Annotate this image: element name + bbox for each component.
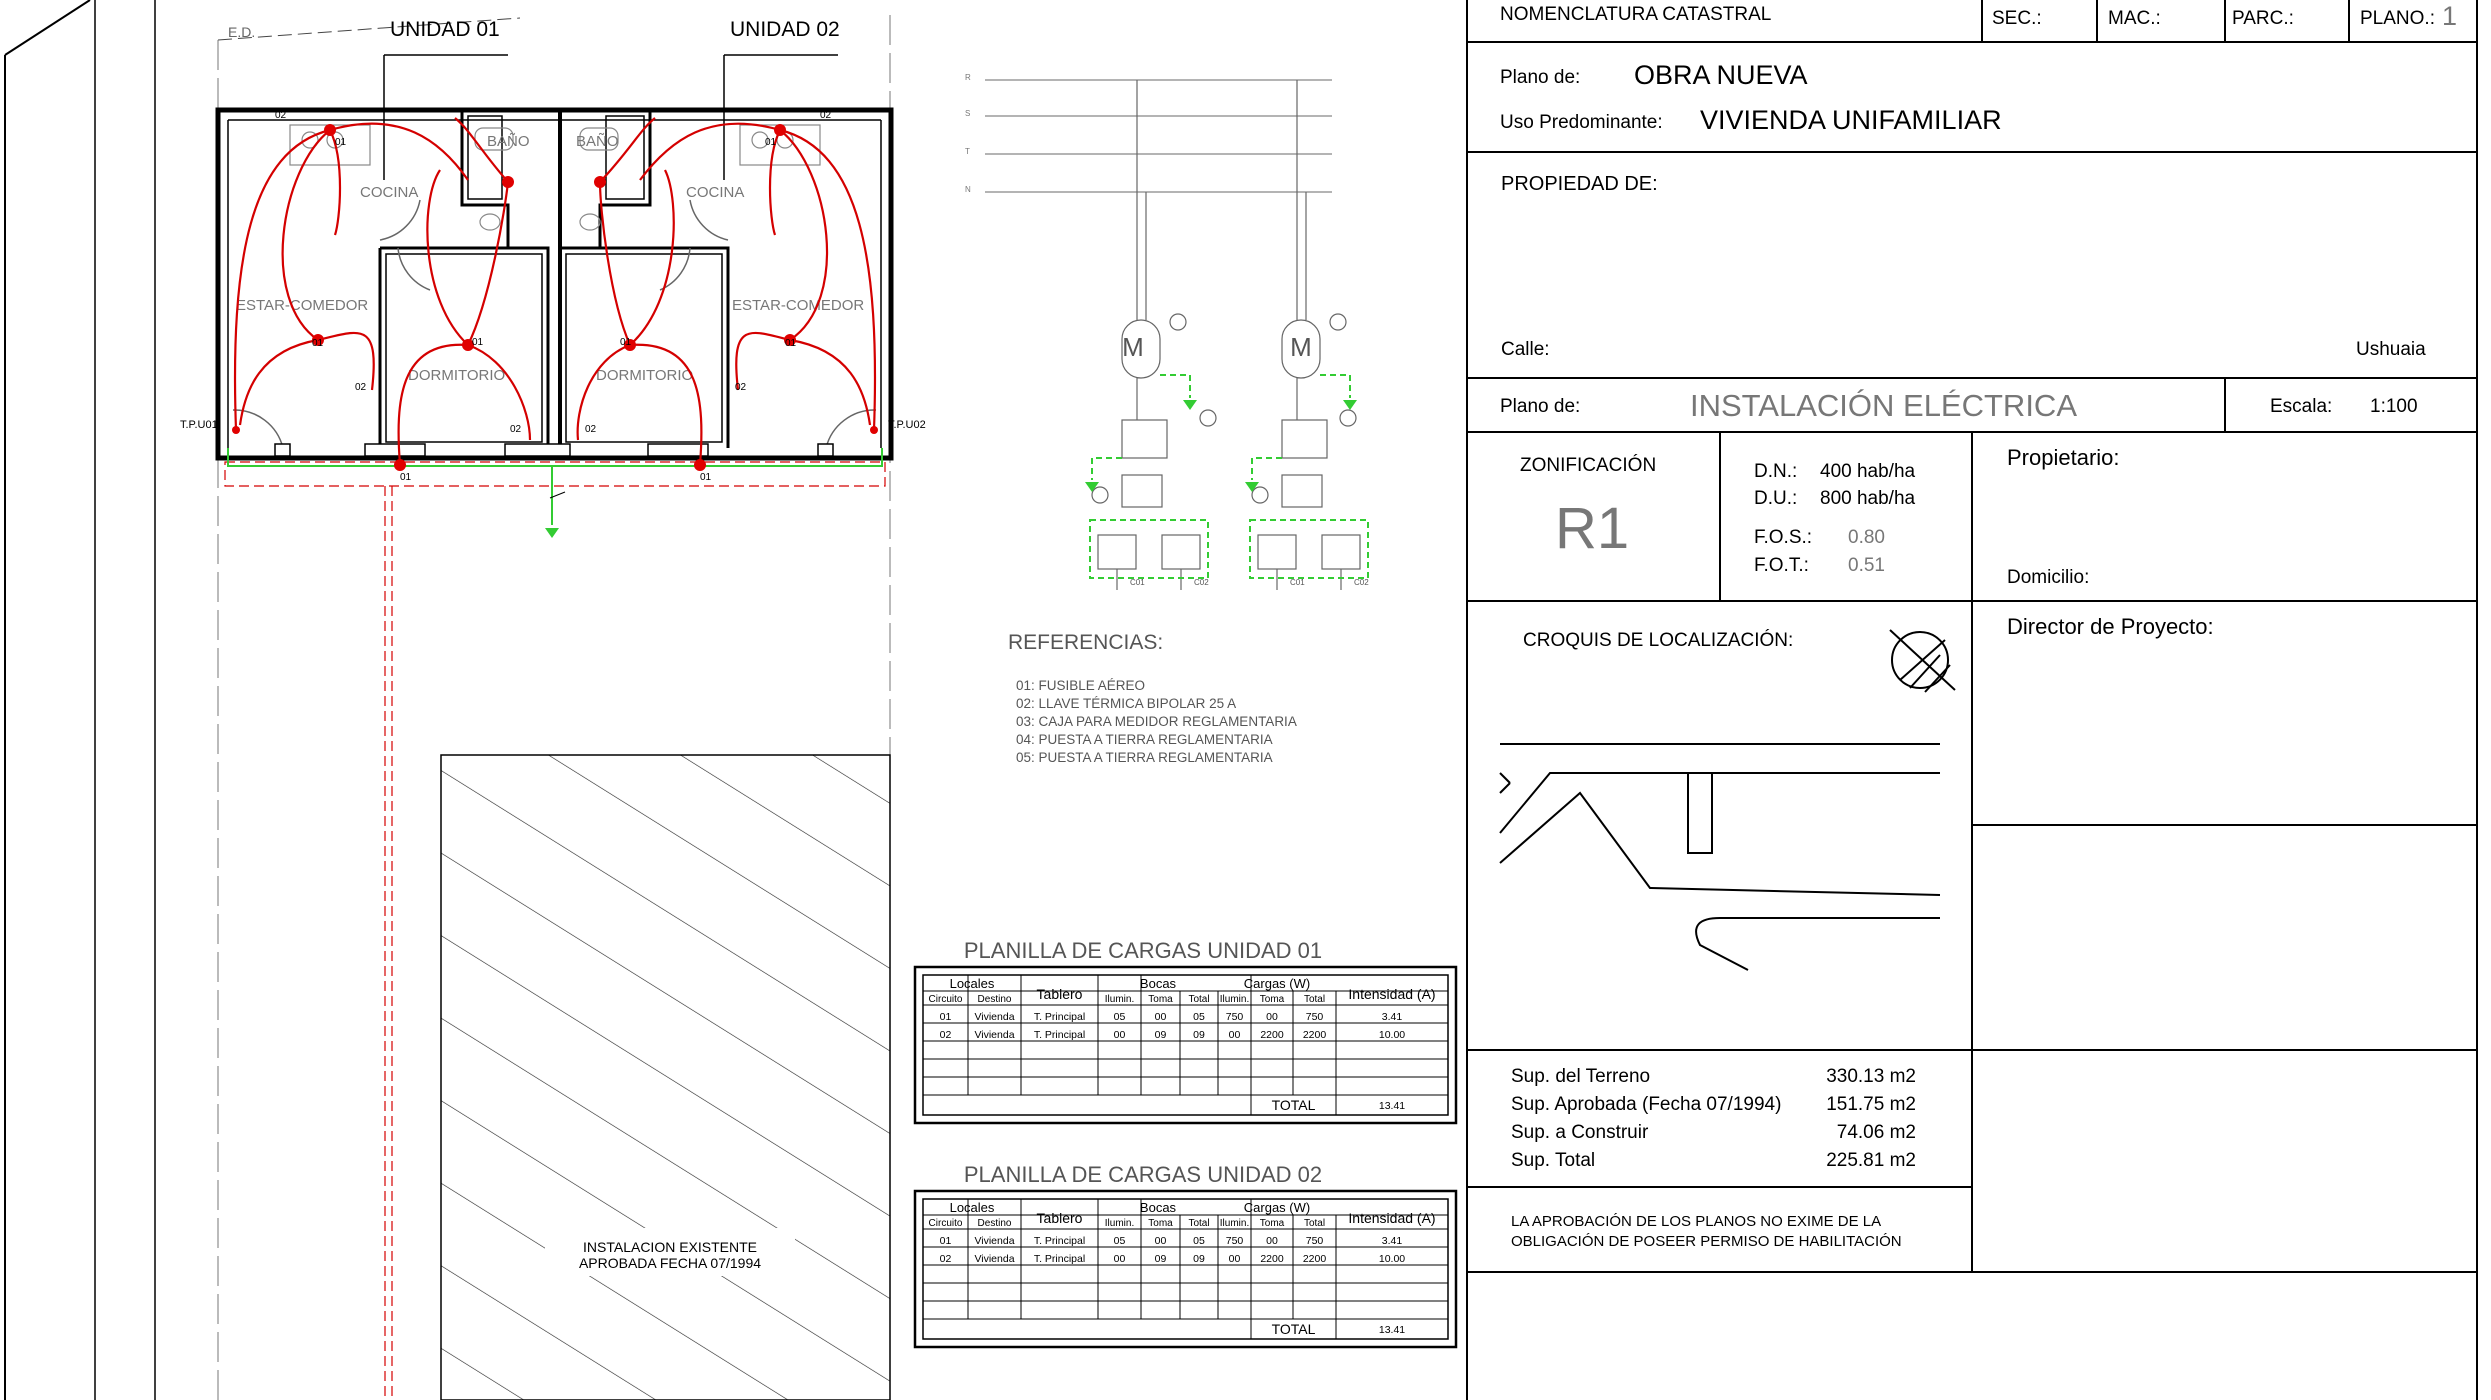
table-cell: 00 [1266,1011,1278,1023]
header-bocas: Bocas [1139,1200,1177,1215]
sup-value: 225.81 m2 [1826,1150,1916,1171]
director-label: Director de Proyecto: [2007,614,2214,639]
fot-label: F.O.T.: [1754,555,1809,576]
circuit-label: 02 [275,110,287,121]
header-tablero: Tablero [1036,1210,1083,1226]
circuit-label: 01 [785,338,797,349]
header-intensidad: Intensidad (A) [1348,986,1436,1002]
header-toma: Toma [1259,1218,1285,1229]
table-cell: T. Principal [1033,1235,1086,1247]
table-cell: T. Principal [1033,1011,1086,1023]
domicilio-label: Domicilio: [2007,567,2090,588]
table-cell: 05 [1193,1235,1205,1247]
table-cell: 750 [1305,1011,1324,1023]
tpu-left-label: T.P.U01 [180,419,218,431]
escala-value: 1:100 [2370,396,2418,417]
phase-label: R [965,73,971,82]
existing-installation-line2: APROBADA FECHA 07/1994 [578,1255,762,1271]
table-cell: 00 [1266,1235,1278,1247]
circuit-label: 01 [765,137,777,148]
meter-symbol: M [1122,332,1144,362]
circuit-tag: C01 [1290,578,1305,587]
du-value: 800 hab/ha [1820,488,1916,509]
table-cell: 750 [1225,1235,1244,1247]
table-cell: 2200 [1302,1029,1327,1041]
reference-item: 03: CAJA PARA MEDIDOR REGLAMENTARIA [1016,714,1297,729]
plano-label: PLANO.: [2360,8,2435,29]
load-tables [915,938,1456,1347]
header-total: Total [1303,1218,1326,1229]
header-toma: Toma [1259,994,1285,1005]
header-toma: Toma [1148,994,1173,1005]
sup-value: 74.06 m2 [1836,1122,1916,1143]
circuit-label: 02 [585,424,597,435]
floor-plan [180,15,926,1400]
header-ilumin: Ilumin. [1219,1218,1250,1229]
references-legend [1008,631,1297,765]
header-ilumin: Ilumin. [1104,1218,1135,1229]
table-cell: 3.41 [1381,1011,1403,1023]
room-bano-1: BAÑO [487,133,530,150]
table-cell: T. Principal [1033,1029,1086,1041]
total-label: TOTAL [1271,1321,1316,1337]
table-cell: 05 [1193,1011,1205,1023]
circuit-label: 01 [700,472,712,483]
room-cocina-1: COCINA [360,184,419,201]
circuit-label: 01 [400,472,412,483]
sup-label: Sup. a Construir [1511,1122,1649,1143]
sup-label: Sup. Total [1511,1150,1596,1171]
note-line1: LA APROBACIÓN DE LOS PLANOS NO EXIME DE LA [1511,1213,1882,1230]
phase-label: N [965,185,971,194]
circuit-tag: C02 [1194,578,1209,587]
table-cell: 00 [1113,1253,1126,1265]
circuit-label: 02 [735,382,747,393]
table-cell: Vivienda [974,1029,1015,1041]
circuit-label: 01 [335,137,347,148]
uso-value: VIVIENDA UNIFAMILIAR [1700,105,2002,135]
references-title: REFERENCIAS: [1008,631,1164,654]
nomenclatura-label: NOMENCLATURA CATASTRAL [1500,4,1772,25]
header-total: Total [1188,1218,1210,1229]
table-cell: 00 [1113,1029,1126,1041]
note-line2: OBLIGACIÓN DE POSEER PERMISO DE HABILITACIÓN [1511,1233,1902,1250]
header-circuito: Circuito [928,1218,963,1229]
croquis-label: CROQUIS DE LOCALIZACIÓN: [1523,630,1794,651]
room-dormitorio-2: DORMITORIO [596,367,694,384]
circuit-tag: C01 [1130,578,1145,587]
plano-de2-label: Plano de: [1500,396,1581,417]
parc-label: PARC.: [2232,8,2294,29]
sup-value: 151.75 m2 [1826,1094,1916,1115]
table-cell: Vivienda [974,1235,1015,1247]
phase-label: S [965,109,971,118]
plano-de-value: OBRA NUEVA [1634,60,1808,90]
header-tablero: Tablero [1036,986,1083,1002]
room-dormitorio-1: DORMITORIO [408,367,506,384]
propietario-label: Propietario: [2007,445,2120,470]
reference-item: 01: FUSIBLE AÉREO [1016,678,1146,693]
fot-value: 0.51 [1848,555,1885,576]
title-block [1467,0,2477,1400]
dn-value: 400 hab/ha [1820,461,1916,482]
table-cell: 09 [1193,1253,1205,1265]
header-intensidad: Intensidad (A) [1348,1210,1436,1226]
table-cell: 2200 [1302,1253,1327,1265]
table-cell: 3.41 [1381,1235,1403,1247]
table-cell: 10.00 [1378,1253,1406,1265]
table-cell: 09 [1193,1029,1205,1041]
tpu-right-label: T.P.U02 [888,419,926,431]
room-estar-1: ESTAR-COMEDOR [236,297,369,314]
header-destino: Destino [977,994,1012,1005]
header-locales: Locales [949,1200,995,1215]
sec-label: SEC.: [1992,8,2042,29]
header-cargas: Cargas (W) [1243,1200,1311,1215]
dn-label: D.N.: [1754,461,1798,482]
calle-label: Calle: [1501,339,1550,360]
plano-number: 1 [2442,1,2458,31]
sup-label: Sup. del Terreno [1511,1066,1651,1087]
plano-de-label: Plano de: [1500,67,1581,88]
table-cell: 00 [1154,1235,1167,1247]
circuit-label: 01 [472,337,484,348]
sheet-border [5,0,155,1400]
room-bano-2: BAÑO [576,133,619,150]
zona-value: R1 [1555,496,1630,561]
existing-installation-area [441,755,890,1400]
table-cell: 02 [939,1029,952,1041]
existing-installation-line1: INSTALACION EXISTENTE [583,1239,757,1255]
table-cell: 00 [1228,1029,1241,1041]
circuits-unit1 [235,118,530,465]
table-cell: 01 [939,1011,952,1023]
table-cell: 09 [1154,1029,1167,1041]
total-value: 13.41 [1378,1100,1406,1112]
unit1-title: UNIDAD 01 [390,18,500,41]
ed-label: E.D. [228,24,256,40]
circuit-label: 02 [355,382,367,393]
header-ilumin: Ilumin. [1219,994,1250,1005]
header-cargas: Cargas (W) [1243,976,1311,991]
table-title: PLANILLA DE CARGAS UNIDAD 02 [963,1162,1323,1187]
circuit-label: 01 [620,337,632,348]
uso-label: Uso Predominante: [1500,112,1663,133]
table-cell: 05 [1113,1235,1126,1247]
location-sketch [1500,630,1955,970]
escala-label: Escala: [2270,396,2333,417]
table-cell: 750 [1225,1011,1244,1023]
reference-item: 04: PUESTA A TIERRA REGLAMENTARIA [1016,732,1273,747]
reference-item: 05: PUESTA A TIERRA REGLAMENTARIA [1016,750,1273,765]
ciudad-value: Ushuaia [2356,339,2426,360]
phase-label: T [965,147,970,156]
meter-symbol: M [1290,332,1312,362]
header-circuito: Circuito [928,994,963,1005]
header-bocas: Bocas [1139,976,1177,991]
unifilar-diagram [965,73,1369,590]
plano-de2-value: INSTALACIÓN ELÉCTRICA [1690,388,2078,423]
header-toma: Toma [1148,1218,1173,1229]
table-title: PLANILLA DE CARGAS UNIDAD 01 [963,938,1323,963]
table-cell: Vivienda [974,1011,1015,1023]
table-cell: 2200 [1260,1253,1284,1265]
fos-label: F.O.S.: [1754,527,1813,548]
table-cell: Vivienda [974,1253,1015,1265]
unit2-title: UNIDAD 02 [730,18,840,41]
propiedad-label: PROPIEDAD DE: [1501,173,1658,195]
circuit-label: 01 [312,338,324,349]
total-value: 13.41 [1378,1324,1406,1336]
sup-label: Sup. Aprobada (Fecha 07/1994) [1511,1094,1782,1115]
table-cell: 00 [1228,1253,1241,1265]
table-cell: 09 [1154,1253,1167,1265]
table-cell: 01 [939,1235,952,1247]
room-estar-2: ESTAR-COMEDOR [732,297,865,314]
surfaces [1511,1066,1916,1171]
table-cell: 00 [1154,1011,1167,1023]
reference-item: 02: LLAVE TÉRMICA BIPOLAR 25 A [1016,696,1237,711]
circuit-label: 02 [820,110,832,121]
mac-label: MAC.: [2108,8,2161,29]
header-locales: Locales [949,976,995,991]
table-cell: T. Principal [1033,1253,1086,1265]
table-cell: 05 [1113,1011,1126,1023]
du-label: D.U.: [1754,488,1798,509]
header-total: Total [1188,994,1210,1005]
table-cell: 2200 [1260,1029,1284,1041]
sup-value: 330.13 m2 [1826,1066,1916,1087]
total-label: TOTAL [1271,1097,1316,1113]
table-cell: 10.00 [1378,1029,1406,1041]
header-destino: Destino [977,1218,1012,1229]
room-cocina-2: COCINA [686,184,745,201]
zonificacion-label: ZONIFICACIÓN [1520,455,1657,476]
header-total: Total [1303,994,1326,1005]
table-cell: 02 [939,1253,952,1265]
circuit-tag: C02 [1354,578,1369,587]
circuit-label: 02 [510,424,522,435]
table-cell: 750 [1305,1235,1324,1247]
fos-value: 0.80 [1848,527,1885,548]
circuits-unit2 [578,118,875,465]
building-outline [218,110,891,458]
header-ilumin: Ilumin. [1104,994,1135,1005]
